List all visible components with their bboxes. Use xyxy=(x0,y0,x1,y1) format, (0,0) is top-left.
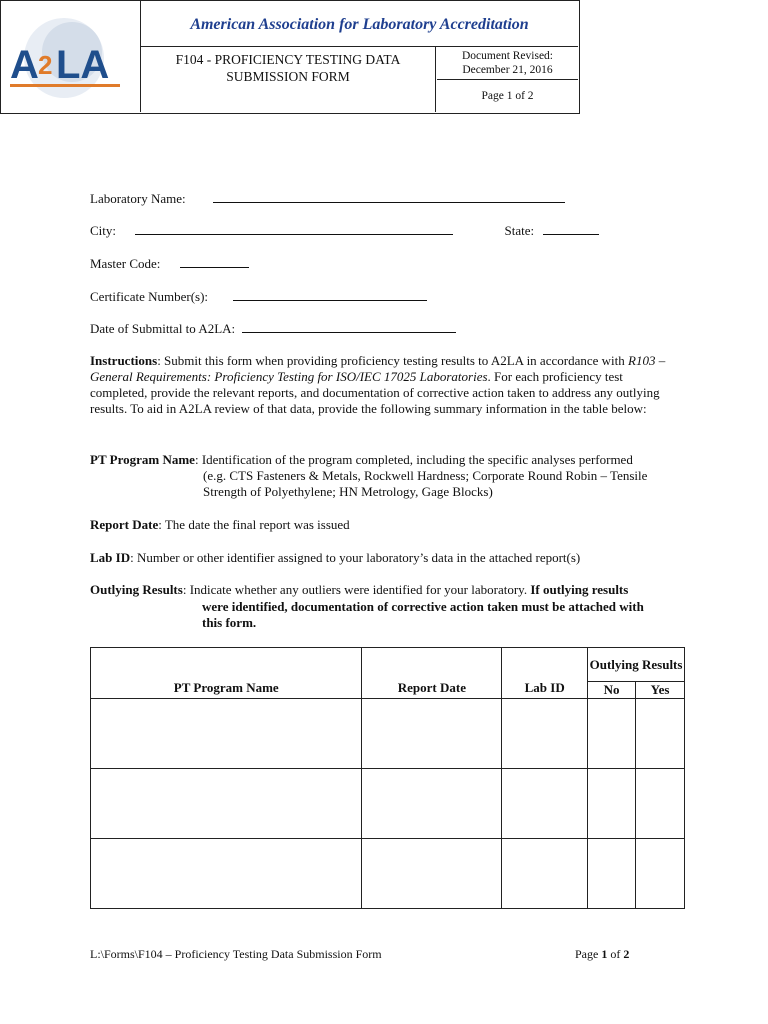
cell-no[interactable] xyxy=(588,699,636,769)
city-row xyxy=(90,222,690,239)
instructions-text2: . For each proficiency test completed, provide the relevant reports, and documentation of corrective action taken to address any outlying results. To aid in A2LA review of that data, provide the following summary information in the table below: xyxy=(90,369,660,416)
outlying-definition xyxy=(90,582,680,598)
instructions-label: Instructions xyxy=(90,353,158,368)
col-header-report-date: Report Date xyxy=(362,648,502,699)
submittal-date-field[interactable] xyxy=(242,320,456,333)
footer-path: L:\Forms\F104 – Proficiency Testing Data Submission Form xyxy=(90,947,382,961)
page-number: Page 1 of 2 xyxy=(481,90,534,102)
submittal-date-label: Date of Submittal to A2LA: xyxy=(90,321,236,336)
master-code-field[interactable] xyxy=(180,255,249,268)
state-label: State: xyxy=(504,223,535,238)
col-header-yes: Yes xyxy=(636,682,685,699)
footer-page-total: 2 xyxy=(623,947,630,961)
instructions-text1: : Submit this form when providing proficiency testing results to A2LA in accordance with xyxy=(157,353,625,368)
master-code-row xyxy=(90,255,249,272)
pt-program-definition xyxy=(90,452,680,468)
a2la-logo xyxy=(0,0,140,112)
instructions-reference: R103 – General Requirements: Proficiency Testing for ISO/IEC 17025 Laboratories xyxy=(90,353,666,384)
svg-text:2: 2 xyxy=(38,50,53,80)
col-header-no: No xyxy=(588,682,636,699)
form-header xyxy=(0,0,580,114)
cell-yes[interactable] xyxy=(636,839,685,909)
certificate-row xyxy=(90,288,427,305)
footer-page-num: 1 xyxy=(601,947,608,961)
col-header-outlying: Outlying Results xyxy=(588,648,685,682)
report-date-label: Report Date xyxy=(90,517,159,532)
footer-page-prefix: Page xyxy=(575,947,602,961)
outlying-bold3: this form. xyxy=(202,615,257,630)
city-field[interactable] xyxy=(135,222,453,235)
cell-yes[interactable] xyxy=(636,769,685,839)
instructions-paragraph xyxy=(90,353,680,417)
col-header-lab-id: Lab ID xyxy=(502,648,588,699)
lab-name-row xyxy=(90,190,565,207)
revised-label: Document Revised: xyxy=(461,50,554,62)
city-label: City: xyxy=(90,223,117,238)
form-title xyxy=(141,47,436,112)
cell-lab-id[interactable] xyxy=(502,769,588,839)
pt-program-text1: : Identification of the program completed, including the specific analyses performed xyxy=(194,452,633,467)
cell-pt-program[interactable] xyxy=(91,699,362,769)
submission-table xyxy=(90,647,685,909)
certificate-label: Certificate Number(s): xyxy=(90,289,209,304)
cell-pt-program[interactable] xyxy=(91,839,362,909)
table-row xyxy=(91,839,685,909)
form-title-line2: SUBMISSION FORM xyxy=(226,69,350,84)
form-title-line1: F104 - PROFICIENCY TESTING DATA xyxy=(175,52,401,67)
state-field[interactable] xyxy=(543,222,599,235)
cell-report-date[interactable] xyxy=(362,839,502,909)
outlying-bold1: If outlying results xyxy=(530,582,629,597)
outlying-bold2: were identified, documentation of corrective action taken must be attached with xyxy=(202,599,644,614)
report-date-definition xyxy=(90,517,680,533)
cell-pt-program[interactable] xyxy=(91,769,362,839)
revision-cell xyxy=(437,47,578,80)
footer-page-of: of xyxy=(607,947,624,961)
cell-no[interactable] xyxy=(588,769,636,839)
organization-name: American Association for Laboratory Accreditation xyxy=(141,0,578,47)
lab-name-field[interactable] xyxy=(213,190,565,203)
cell-report-date[interactable] xyxy=(362,769,502,839)
pt-program-example: (e.g. CTS Fasteners & Metals, Rockwell Hardness; Corporate Round Robin – Tensile Strength of Polyethylene; HN Metrology, Gage Blocks) xyxy=(203,468,648,499)
lab-id-definition xyxy=(90,550,680,566)
certificate-field[interactable] xyxy=(233,288,427,301)
cell-yes[interactable] xyxy=(636,699,685,769)
master-code-label: Master Code: xyxy=(90,256,161,271)
cell-lab-id[interactable] xyxy=(502,839,588,909)
table-row xyxy=(91,769,685,839)
pt-program-label: PT Program Name xyxy=(90,452,195,467)
cell-report-date[interactable] xyxy=(362,699,502,769)
revised-date: December 21, 2016 xyxy=(462,64,553,76)
lab-id-text: : Number or other identifier assigned to your laboratory’s data in the attached report(s) xyxy=(130,550,581,565)
outlying-label: Outlying Results xyxy=(90,582,183,597)
table-row xyxy=(91,699,685,769)
logo-cell xyxy=(0,0,141,112)
submittal-date-row xyxy=(90,320,456,337)
cell-no[interactable] xyxy=(588,839,636,909)
col-header-pt-program: PT Program Name xyxy=(91,648,362,699)
lab-name-label: Laboratory Name: xyxy=(90,191,186,206)
outlying-text: : Indicate whether any outliers were identified for your laboratory. xyxy=(182,582,531,597)
report-date-text: : The date the final report was issued xyxy=(158,517,350,532)
svg-text:LA: LA xyxy=(56,43,110,87)
lab-id-label: Lab ID xyxy=(90,550,131,565)
cell-lab-id[interactable] xyxy=(502,699,588,769)
footer-page xyxy=(575,947,629,962)
svg-text:A: A xyxy=(10,43,39,87)
